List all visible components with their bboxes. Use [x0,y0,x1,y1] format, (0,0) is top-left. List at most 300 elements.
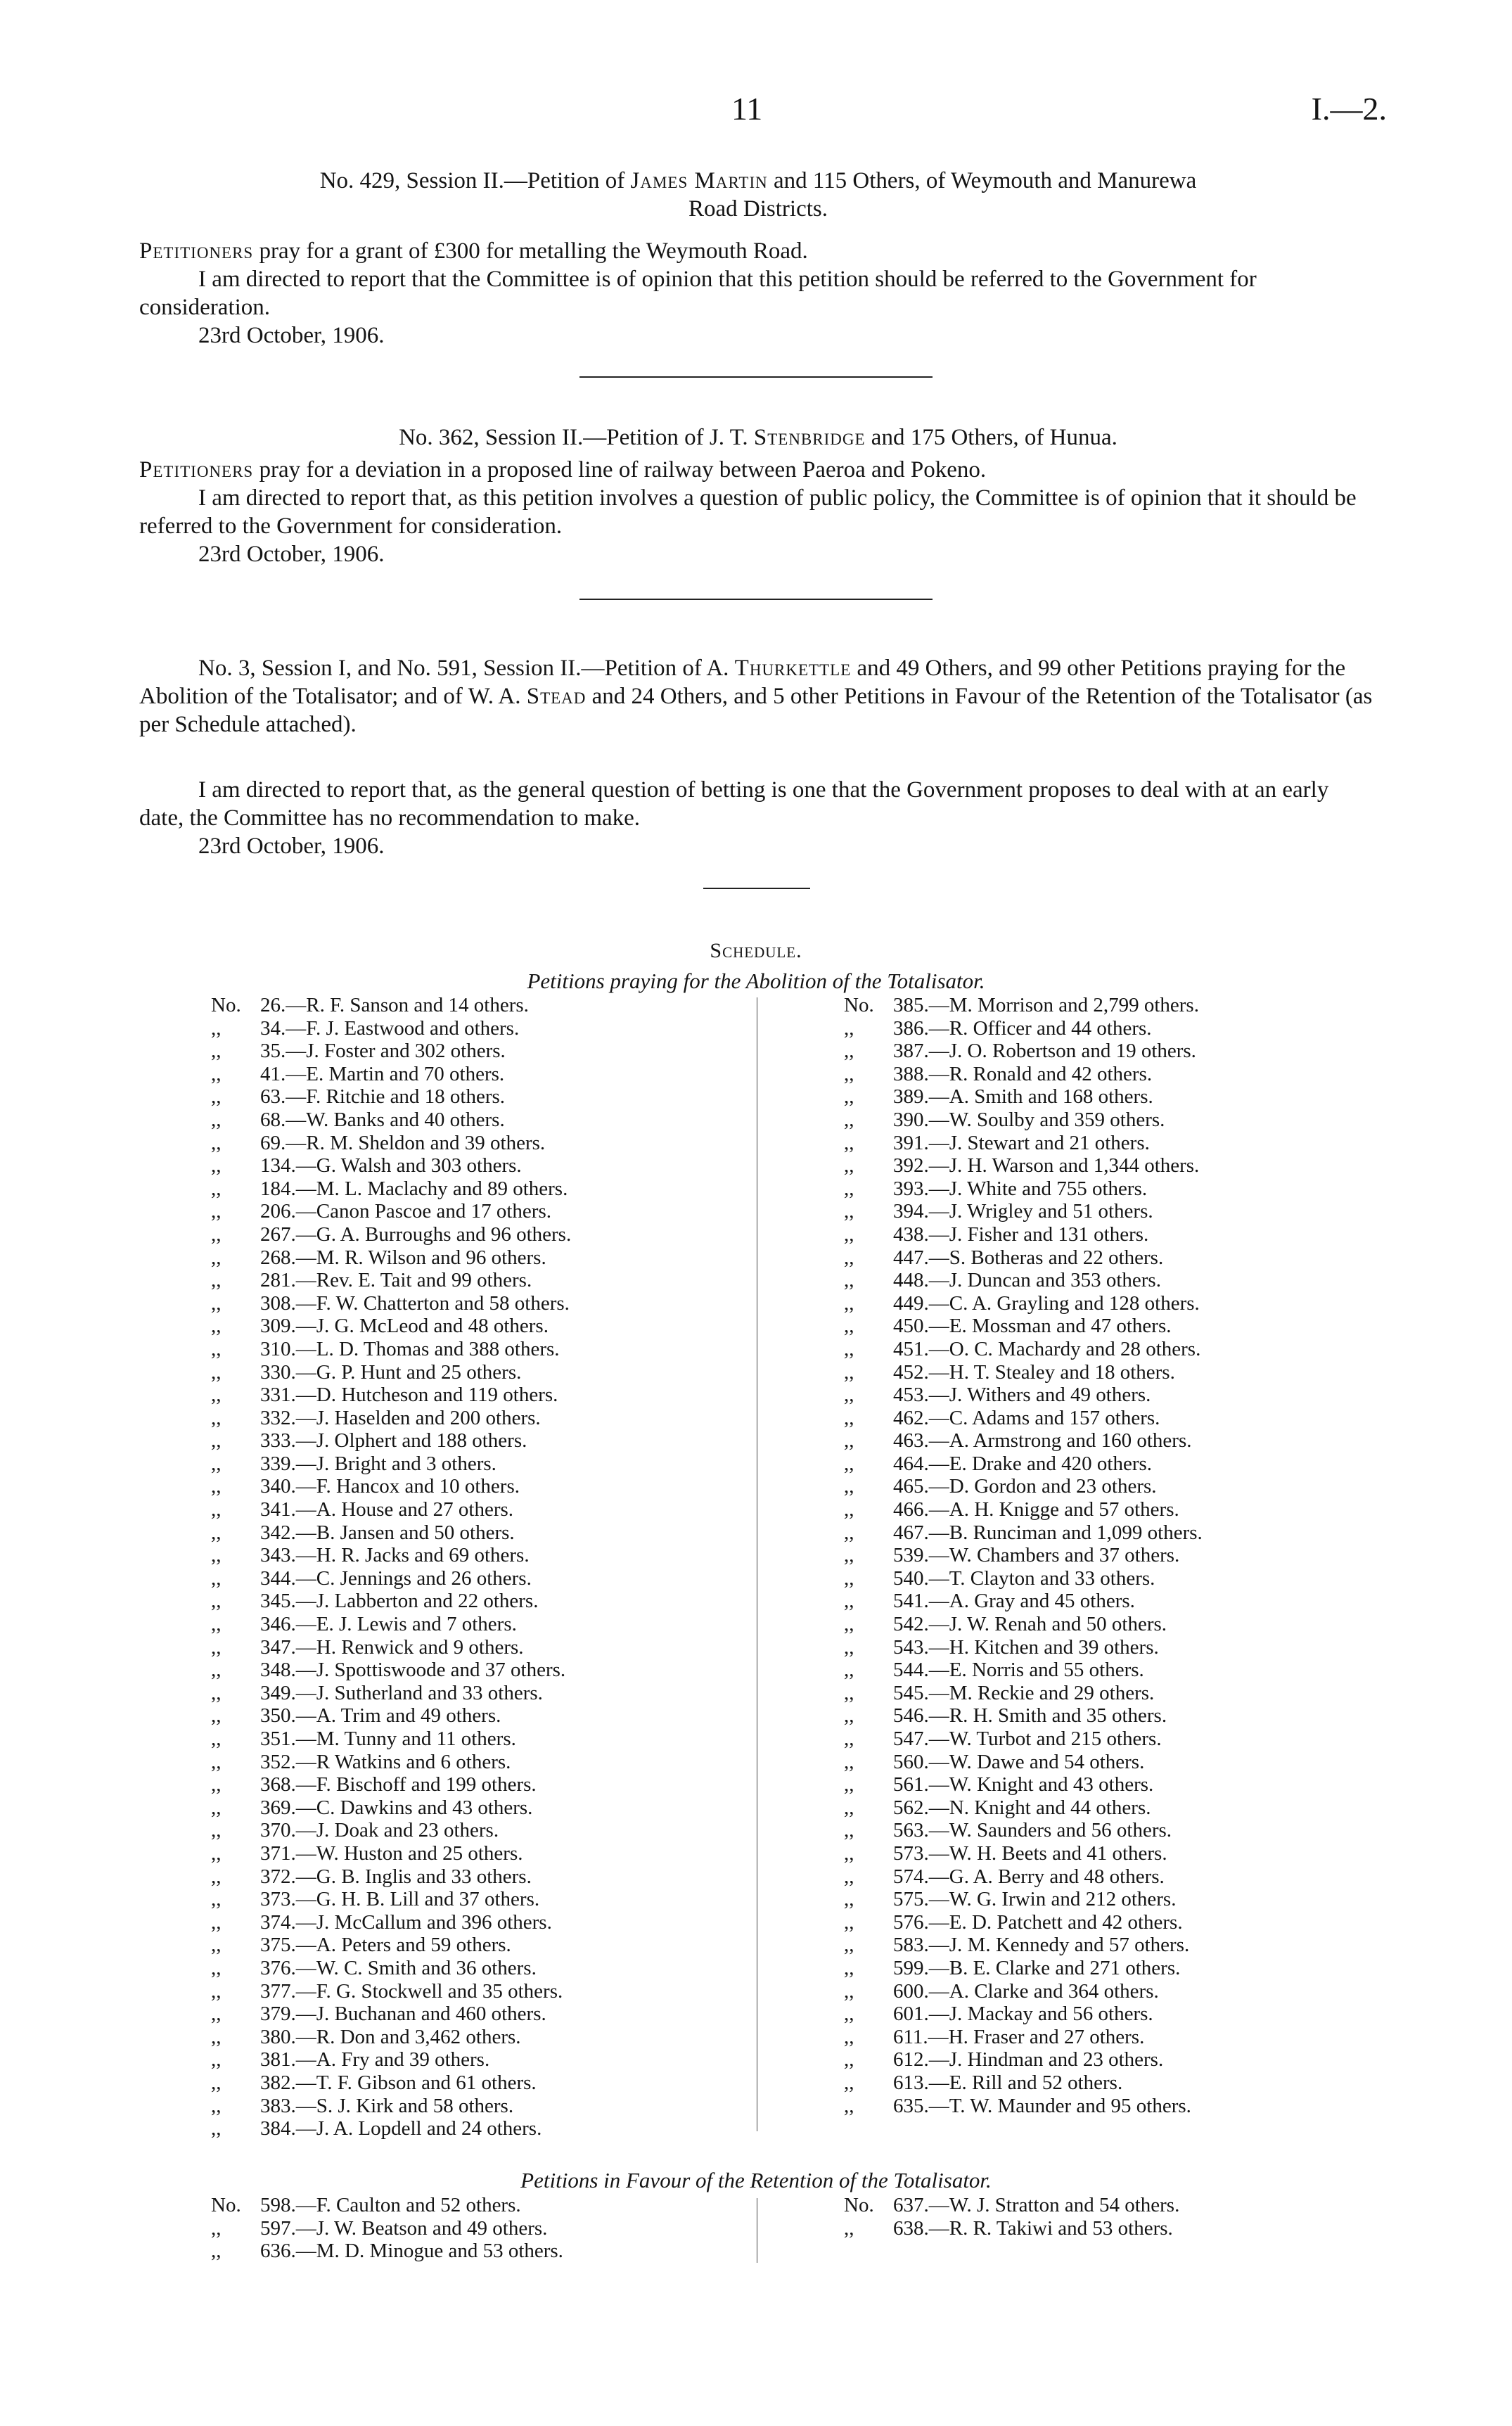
list-prefix: ,, [211,2117,222,2140]
list-item [211,1085,571,1109]
list-prefix: ,, [211,1406,222,1429]
list-prefix: ,, [844,1498,854,1521]
petitioner-name: James Martin [630,168,768,193]
list-prefix: ,, [211,1085,222,1109]
petition-entry: 373.—G. H. B. Lill and 37 others. [260,1888,540,1911]
list-item [211,1109,571,1132]
list-prefix: ,, [211,1865,222,1888]
petition-entry: 348.—J. Spottiswoode and 37 others. [260,1659,566,1682]
list-prefix: ,, [211,1315,222,1338]
list-item [844,1109,1203,1132]
petition-3-report: I am directed to report that, as the general question of betting is one that the Government proposes to deal with at an early date, the Committee has no recommendation to make. [139,777,1329,831]
list-item [844,1154,1203,1177]
petition-entry: 542.—J. W. Renah and 50 others. [893,1613,1167,1636]
list-item [844,1567,1203,1590]
petition-entry: 575.—W. G. Irwin and 212 others. [893,1888,1177,1911]
petition-entry: 611.—H. Fraser and 27 others. [893,2025,1145,2048]
list-prefix: ,, [844,1888,854,1911]
petition-entry: 547.—W. Turbot and 215 others. [893,1728,1162,1750]
list-item [844,1796,1203,1820]
petition-entry: 370.—J. Doak and 23 others. [260,1819,499,1842]
list-prefix: ,, [844,1566,854,1590]
list-prefix: ,, [844,1040,854,1063]
list-prefix: ,, [211,1360,222,1384]
list-prefix: ,, [211,1910,222,1934]
petition-entry: 388.—R. Ronald and 42 others. [893,1062,1153,1085]
list-prefix: ,, [211,1613,222,1636]
section-divider [579,599,933,600]
list-prefix: ,, [211,1681,222,1704]
petition-entry: 371.—W. Huston and 25 others. [260,1841,523,1865]
list-item [211,1475,571,1498]
list-item [211,1384,571,1407]
list-item [211,1269,571,1292]
petition-1-prayer: Petitioners pray for a grant of £300 for metalling the Weymouth Road. [139,238,808,264]
list-prefix: ,, [844,1246,854,1269]
list-prefix: ,, [844,1910,854,1934]
list-prefix: ,, [844,1315,854,1338]
list-prefix: ,, [844,1062,854,1085]
list-prefix: ,, [211,2094,222,2117]
petition-entry: 636.—M. D. Minogue and 53 others. [260,2240,563,2263]
list-prefix: ,, [211,2216,222,2240]
petition-entry: 69.—R. M. Sheldon and 39 others. [260,1131,546,1154]
list-prefix: ,, [844,1796,854,1819]
petition-entry: 598.—F. Caulton and 52 others. [260,2194,521,2216]
list-prefix: ,, [211,1796,222,1819]
petition-entry: 385.—M. Morrison and 2,799 others. [893,994,1199,1016]
petition-entry: 384.—J. A. Lopdell and 24 others. [260,2117,542,2140]
list-prefix: ,, [844,1773,854,1796]
petition-entry: 339.—J. Bright and 3 others. [260,1452,496,1475]
list-item [844,1957,1203,1980]
petition-2-prayer: Petitioners pray for a deviation in a proposed line of railway between Paeroa and Pokeno. [139,457,987,483]
petition-entry: 390.—W. Soulby and 359 others. [893,1108,1165,1131]
section-divider [703,888,810,889]
list-item [211,1498,571,1521]
petition-entry: 309.—J. G. McLeod and 48 others. [260,1315,549,1338]
petition-entry: 331.—D. Hutcheson and 119 others. [260,1384,558,1407]
list-item [844,1934,1203,1957]
list-item [211,1200,571,1223]
list-prefix: ,, [211,1498,222,1521]
list-prefix: ,, [211,1521,222,1544]
list-item [844,1063,1203,1086]
petition-entry: 387.—J. O. Robertson and 19 others. [893,1040,1196,1063]
list-prefix: ,, [844,2094,854,2117]
list-prefix: ,, [844,1659,854,1682]
petition-entry: 447.—S. Botheras and 22 others. [893,1246,1164,1269]
list-prefix: ,, [211,1062,222,1085]
petition-entry: 206.—Canon Pascoe and 17 others. [260,1200,551,1223]
list-prefix: ,, [211,1750,222,1773]
petition-entry: 561.—W. Knight and 43 others. [893,1773,1154,1796]
petition-entry: 541.—A. Gray and 45 others. [893,1590,1135,1613]
petition-2-title: No. 362, Session II.—Petition of J. T. Stenbridge and 175 Others, of Hunua. [399,425,1117,450]
list-item [844,1498,1203,1521]
list-item [211,1704,571,1728]
schedule-title: Schedule. [710,939,802,962]
list-item [211,1819,571,1842]
petition-entry: 389.—A. Smith and 168 others. [893,1085,1153,1109]
list-item [844,1361,1203,1384]
petition-entry: 368.—F. Bischoff and 199 others. [260,1773,537,1796]
petition-entry: 382.—T. F. Gibson and 61 others. [260,2071,537,2094]
list-prefix: ,, [844,1016,854,1040]
petition-entry: 184.—M. L. Maclachy and 89 others. [260,1177,568,1200]
list-item [844,2048,1203,2071]
list-prefix: ,, [844,1108,854,1131]
list-item [211,1154,571,1177]
list-item [844,1223,1203,1246]
petition-entry: 394.—J. Wrigley and 51 others. [893,1200,1153,1223]
list-prefix: ,, [211,1819,222,1842]
list-item [211,1407,571,1430]
petition-entry: 600.—A. Clarke and 364 others. [893,1979,1159,2003]
list-prefix: ,, [844,2216,854,2240]
list-item [211,1453,571,1476]
list-prefix: ,, [844,2071,854,2094]
section-divider [579,376,933,378]
list-item [844,1980,1203,2003]
list-item [211,1613,571,1636]
list-item [844,1040,1203,1063]
list-item [211,1132,571,1155]
list-prefix: ,, [211,1222,222,1246]
list-prefix: ,, [844,1337,854,1360]
petition-entry: 372.—G. B. Inglis and 33 others. [260,1865,532,1888]
petition-entry: 563.—W. Saunders and 56 others. [893,1819,1172,1842]
list-prefix: ,, [211,1246,222,1269]
list-prefix: ,, [211,1773,222,1796]
list-prefix: ,, [844,1979,854,2003]
list-prefix: ,, [211,1659,222,1682]
list-item [211,1934,571,1957]
petition-entry: 573.—W. H. Beets and 41 others. [893,1841,1167,1865]
petition-entry: 635.—T. W. Maunder and 95 others. [893,2094,1191,2117]
list-item [844,1177,1203,1201]
list-item [211,1751,571,1774]
list-prefix: ,, [211,1566,222,1590]
document-reference: I.—2. [1311,91,1387,127]
list-prefix: ,, [844,1681,854,1704]
list-prefix: ,, [211,1728,222,1750]
petition-entry: 330.—G. P. Hunt and 25 others. [260,1360,522,1384]
petition-entry: 310.—L. D. Thomas and 388 others. [260,1337,560,1360]
list-item [844,1292,1203,1315]
list-item [211,994,571,1017]
petition-entry: 68.—W. Banks and 40 others. [260,1108,505,1131]
petition-entry: 267.—G. A. Burroughs and 96 others. [260,1222,572,1246]
list-item [211,1361,571,1384]
list-item [211,2003,571,2026]
petition-1-report: I am directed to report that the Committee is of opinion that this petition should be referred to the Government for consideration. [139,267,1257,320]
petition-entry: 539.—W. Chambers and 37 others. [893,1544,1180,1567]
petition-entry: 546.—R. H. Smith and 35 others. [893,1704,1167,1728]
list-prefix: ,, [211,1384,222,1407]
list-item [211,2117,571,2140]
petition-entry: 452.—H. T. Stealey and 18 others. [893,1360,1175,1384]
petition-entry: 35.—J. Foster and 302 others. [260,1040,506,1063]
list-prefix: ,, [211,1956,222,1979]
petition-entry: 467.—B. Runciman and 1,099 others. [893,1521,1203,1544]
list-item [211,1796,571,1820]
list-prefix: ,, [211,1016,222,1040]
list-prefix: ,, [844,2048,854,2071]
retention-heading: Petitions in Favour of the Retention of the Totalisator. [520,2168,992,2192]
list-prefix: ,, [211,1291,222,1315]
list-prefix: ,, [844,1269,854,1292]
list-prefix: ,, [844,1704,854,1728]
petition-2-date: 23rd October, 1906. [198,542,385,567]
list-prefix: ,, [844,1085,854,1109]
petition-entry: 562.—N. Knight and 44 others. [893,1796,1151,1819]
list-prefix: ,, [211,1544,222,1567]
list-item [211,2095,571,2118]
list-prefix: ,, [844,1750,854,1773]
list-item [211,1842,571,1865]
list-item [844,1475,1203,1498]
petition-entry: 346.—E. J. Lewis and 7 others. [260,1613,517,1636]
petition-3-date: 23rd October, 1906. [198,834,385,859]
list-item [844,2026,1203,2049]
list-item [844,1590,1203,1613]
petition-entry: 350.—A. Trim and 49 others. [260,1704,501,1728]
list-item [211,1865,571,1889]
list-prefix: ,, [844,1200,854,1223]
list-prefix: ,, [844,1384,854,1407]
petition-entry: 597.—J. W. Beatson and 49 others. [260,2216,548,2240]
list-item [844,1865,1203,1889]
list-prefix: ,, [211,1934,222,1957]
petition-entry: 342.—B. Jansen and 50 others. [260,1521,515,1544]
list-prefix: ,, [844,1819,854,1842]
list-item [844,1544,1203,1567]
list-prefix: ,, [844,1728,854,1750]
list-item [844,1819,1203,1842]
petition-entry: 464.—E. Drake and 420 others. [893,1452,1153,1475]
list-item [211,2026,571,2049]
list-item [844,1407,1203,1430]
list-item [211,1773,571,1796]
petition-entry: 612.—J. Hindman and 23 others. [893,2048,1164,2071]
list-item [211,1521,571,1545]
list-prefix: ,, [844,1635,854,1659]
list-item [844,1521,1203,1545]
petition-entry: 448.—J. Duncan and 353 others. [893,1269,1161,1292]
petition-entry: 386.—R. Officer and 44 others. [893,1016,1152,1040]
list-prefix: ,, [211,1200,222,1223]
list-item [844,1911,1203,1934]
petition-entry: 560.—W. Dawe and 54 others. [893,1750,1145,1773]
retention-list-right [844,2194,1179,2240]
petition-3-title: No. 3, Session I, and No. 591, Session II.—Petition of A. Thurkettle and 49 Others, and 99 other Petitions praying for the Abolition of the Totalisator; and of W. A. Stead and 24 Others, and 5 other Petitions in Favour of the Retention of the Totalisator (as per Schedule attached). [139,656,1373,737]
list-prefix: ,, [844,1222,854,1246]
petition-entry: 376.—W. C. Smith and 36 others. [260,1956,537,1979]
list-prefix: ,, [211,1269,222,1292]
list-item [844,1315,1203,1338]
list-prefix: ,, [211,1475,222,1498]
list-item [844,1613,1203,1636]
list-item [844,1636,1203,1659]
list-item [844,1453,1203,1476]
petition-entry: 449.—C. A. Grayling and 128 others. [893,1291,1200,1315]
list-prefix: ,, [844,1521,854,1544]
list-item [211,1911,571,1934]
list-item [211,1177,571,1201]
abolition-list-left [211,994,571,2140]
list-item [211,1728,571,1751]
list-prefix: ,, [844,1841,854,1865]
list-prefix: ,, [211,1635,222,1659]
list-item [844,1269,1203,1292]
petition-entry: 540.—T. Clayton and 33 others. [893,1566,1155,1590]
list-item [211,1636,571,1659]
petition-entry: 375.—A. Peters and 59 others. [260,1934,511,1957]
list-item [844,1704,1203,1728]
petition-entry: 349.—J. Sutherland and 33 others. [260,1681,543,1704]
petition-entry: 543.—H. Kitchen and 39 others. [893,1635,1159,1659]
abolition-heading: Petitions praying for the Abolition of the Totalisator. [527,969,985,993]
petition-entry: 463.—A. Armstrong and 160 others. [893,1429,1192,1453]
petition-entry: 345.—J. Labberton and 22 others. [260,1590,539,1613]
petition-entry: 545.—M. Reckie and 29 others. [893,1681,1155,1704]
list-item [211,2194,563,2217]
petition-entry: 268.—M. R. Wilson and 96 others. [260,1246,546,1269]
petition-entry: 351.—M. Tunny and 11 others. [260,1728,516,1750]
petition-entry: 438.—J. Fisher and 131 others. [893,1222,1149,1246]
petition-entry: 347.—H. Renwick and 9 others. [260,1635,524,1659]
petition-entry: 340.—F. Hancox and 10 others. [260,1475,520,1498]
list-prefix: ,, [211,1429,222,1453]
list-item [211,1957,571,1980]
petition-entry: 341.—A. House and 27 others. [260,1498,514,1521]
list-item [211,1040,571,1063]
petition-entry: 601.—J. Mackay and 56 others. [893,2003,1153,2026]
list-prefix: ,, [211,1337,222,1360]
retention-list-left [211,2194,563,2263]
page-number: 11 [731,91,763,127]
list-item [211,1980,571,2003]
list-prefix: No. [844,2194,874,2216]
petition-entry: 333.—J. Olphert and 188 others. [260,1429,527,1453]
petition-entry: 637.—W. J. Stratton and 54 others. [893,2194,1180,2216]
list-prefix: ,, [844,1544,854,1567]
list-prefix: ,, [844,1613,854,1636]
list-prefix: ,, [844,2025,854,2048]
list-item [211,1315,571,1338]
petition-entry: 281.—Rev. E. Tait and 99 others. [260,1269,532,1292]
list-prefix: ,, [844,1154,854,1177]
list-item [211,1659,571,1682]
list-prefix: ,, [211,1108,222,1131]
list-prefix: ,, [844,1360,854,1384]
list-item [844,1338,1203,1361]
petition-entry: 450.—E. Mossman and 47 others. [893,1315,1172,1338]
petitioner-name: Stead [526,684,587,709]
list-item [844,1384,1203,1407]
petition-entry: 381.—A. Fry and 39 others. [260,2048,490,2071]
petition-entry: 466.—A. H. Knigge and 57 others. [893,1498,1179,1521]
list-item [844,1132,1203,1155]
list-item [844,1682,1203,1705]
list-prefix: ,, [211,2003,222,2026]
list-prefix: ,, [211,1177,222,1200]
list-prefix: ,, [211,1888,222,1911]
list-prefix: ,, [844,1177,854,1200]
list-item [844,1842,1203,1865]
list-prefix: ,, [211,2071,222,2094]
petition-entry: 638.—R. R. Takiwi and 53 others. [893,2216,1173,2240]
list-item [211,2217,563,2240]
petition-entry: 465.—D. Gordon and 23 others. [893,1475,1157,1498]
petition-entry: 462.—C. Adams and 157 others. [893,1406,1160,1429]
petition-entry: 380.—R. Don and 3,462 others. [260,2025,521,2048]
list-prefix: ,, [844,1590,854,1613]
petition-entry: 599.—B. E. Clarke and 271 others. [893,1956,1181,1979]
petition-entry: 544.—E. Norris and 55 others. [893,1659,1144,1682]
list-prefix: ,, [844,1406,854,1429]
list-item [844,2217,1179,2240]
petition-entry: 451.—O. C. Machardy and 28 others. [893,1337,1201,1360]
list-item [844,1773,1203,1796]
petition-entry: 41.—E. Martin and 70 others. [260,1062,505,1085]
list-prefix: ,, [844,1429,854,1453]
list-item [211,1888,571,1911]
list-item [211,1590,571,1613]
list-item [844,2071,1203,2095]
list-item [211,1246,571,1270]
list-prefix: ,, [211,1452,222,1475]
petition-entry: 377.—F. G. Stockwell and 35 others. [260,1979,563,2003]
list-item [211,2071,571,2095]
petition-entry: 374.—J. McCallum and 396 others. [260,1910,552,1934]
list-item [211,1017,571,1040]
list-prefix: ,, [211,1841,222,1865]
list-item [844,2095,1203,2118]
list-item [211,1292,571,1315]
list-prefix: No. [211,994,241,1016]
list-prefix: ,, [844,2003,854,2026]
list-prefix: ,, [844,1475,854,1498]
list-item [211,2048,571,2071]
list-prefix: No. [844,994,874,1016]
list-item [211,1223,571,1246]
petition-entry: 583.—J. M. Kennedy and 57 others. [893,1934,1190,1957]
petition-entry: 63.—F. Ritchie and 18 others. [260,1085,506,1109]
petition-entry: 392.—J. H. Warson and 1,344 others. [893,1154,1200,1177]
list-prefix: ,, [844,1452,854,1475]
list-prefix: ,, [211,1704,222,1728]
list-prefix: ,, [211,1979,222,2003]
list-item [211,1063,571,1086]
list-item [211,2240,563,2263]
list-prefix: ,, [211,2240,222,2263]
list-prefix: ,, [211,2048,222,2071]
list-item [844,1200,1203,1223]
list-item [844,1017,1203,1040]
list-prefix: ,, [844,1865,854,1888]
petition-entry: 379.—J. Buchanan and 460 others. [260,2003,546,2026]
list-item [211,1682,571,1705]
petition-entry: 453.—J. Withers and 49 others. [893,1384,1151,1407]
petition-entry: 343.—H. R. Jacks and 69 others. [260,1544,530,1567]
list-item [211,1338,571,1361]
petitioner-name: Stenbridge [753,425,866,450]
petition-1-title: No. 429, Session II.—Petition of James Martin and 115 Others, of Weymouth and Manurewa Road Districts. [319,168,1197,222]
petition-entry: 352.—R Watkins and 6 others. [260,1750,511,1773]
list-prefix: ,, [211,2025,222,2048]
